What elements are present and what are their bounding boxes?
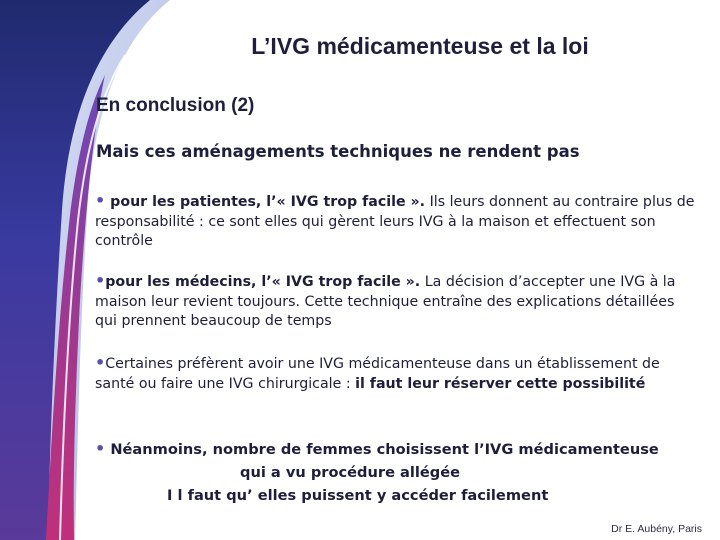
intro-statement: Mais ces aménagements techniques ne rendent pas (96, 142, 580, 161)
conclusion-line-2: qui a vu procédure allégée (240, 464, 461, 481)
bullet-item-patients (95, 191, 695, 252)
bullet-icon: • (95, 439, 106, 458)
bullet-item-preferences (95, 353, 695, 394)
bullet-item-doctors (95, 271, 695, 332)
item-text: La décision d’accepter une IVG à la maison leur revient toujours. Cette technique entraîne des explications détaillées qui prennent beaucoup de temps (95, 274, 676, 329)
bullet-icon: • (95, 191, 106, 210)
item-text: Certaines préfèrent avoir une IVG médicamenteuse dans un établissement de santé ou faire une IVG chirurgicale : (95, 356, 660, 392)
bullet-icon: • (95, 353, 106, 372)
slide-title: L’IVG médicamenteuse et la loi (251, 33, 589, 59)
item-text: Ils leurs donnent au contraire plus de responsabilité : ce sont elles qui gèrent leurs IVG à la maison et effectuent son contrôle (95, 194, 695, 249)
conclusion-block (95, 437, 705, 507)
conclusion-line-3: I l faut qu’ elles puissent y accéder facilement (167, 487, 549, 504)
item-bold-text: pour les médecins, l’« IVG trop facile ». (105, 274, 421, 290)
bullet-icon: • (95, 271, 106, 290)
footer-author: Dr E. Aubény, Paris (611, 523, 702, 535)
item-bold-text: il faut leur réserver cette possibilité (355, 375, 646, 392)
item-bold-text: pour les patientes, l’« IVG trop facile ». (105, 194, 426, 210)
section-subtitle: En conclusion (2) (96, 95, 255, 116)
conclusion-line-1: Néanmoins, nombre de femmes choisissent l’IVG médicamenteuse (105, 441, 659, 458)
